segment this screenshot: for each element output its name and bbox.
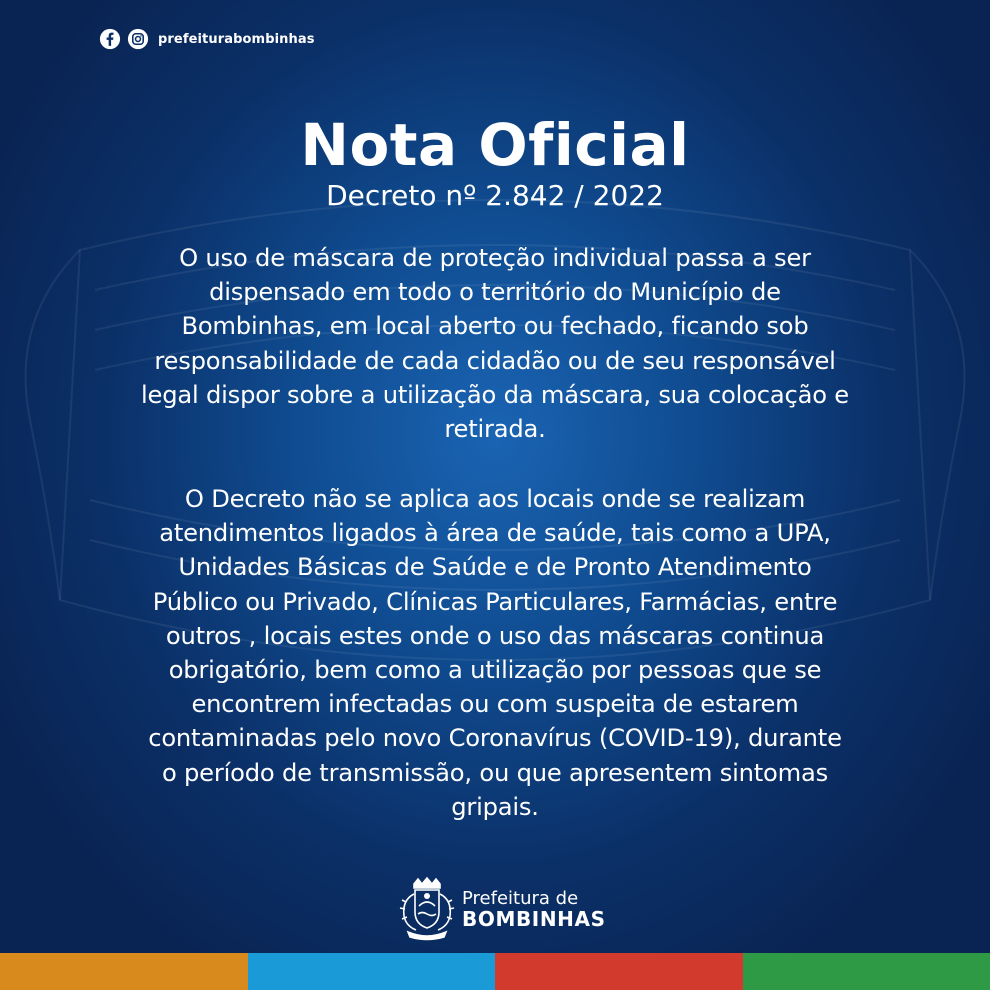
logo-text-prefeitura: Prefeitura de (462, 888, 579, 909)
text-line: gripais. (451, 792, 539, 821)
text-line: responsabilidade de cada cidadão ou de seu responsável (154, 346, 836, 375)
text-line: Público ou Privado, Clínicas Particulares, Farmácias, entre (152, 587, 838, 616)
stripe-orange (0, 953, 248, 990)
stripe-green (743, 953, 990, 990)
text-line: O Decreto não se aplica aos locais onde se realizam (184, 485, 806, 513)
prefeitura-logo (396, 876, 606, 942)
text-line: atendimentos ligados à área de saúde, tais como a UPA, (159, 519, 831, 548)
instagram-icon (127, 28, 149, 50)
text-line: outros , locais estes onde o uso das máscaras continua (165, 621, 825, 650)
social-media-handle (99, 27, 315, 51)
logo-text-bombinhas: BOMBINHAS (462, 907, 606, 931)
text-line: retirada. (444, 415, 546, 444)
decree-number: Decreto nº 2.842 / 2022 (326, 179, 664, 212)
color-stripe-footer (0, 953, 990, 990)
coat-of-arms-icon (396, 876, 458, 942)
stripe-red (495, 953, 743, 990)
stripe-blue (248, 953, 496, 990)
paragraph-exceptions (60, 482, 930, 824)
text-line: dispensado em todo o território do Município de (209, 278, 781, 307)
text-line: Unidades Básicas de Saúde e de Pronto Atendimento (178, 553, 812, 582)
social-handle-text: prefeiturabombinhas (158, 31, 315, 47)
text-line: contaminadas pelo novo Coronavírus (COVID-19), durante (148, 724, 842, 753)
text-line: o período de transmissão, ou que apresentem sintomas (161, 758, 829, 787)
paragraph-mask-dispensed (60, 241, 930, 446)
text-line: encontrem infectadas ou com suspeita de estarem (191, 690, 799, 719)
text-line: obrigatório, bem como a utilização por pessoas que se (168, 656, 822, 685)
page-title: Nota Oficial (300, 111, 690, 179)
text-line: legal dispor sobre a utilização da máscara, sua colocação e (141, 380, 849, 409)
text-line: Bombinhas, em local aberto ou fechado, ficando sob (181, 312, 809, 341)
text-line: O uso de máscara de proteção individual passa a ser (179, 244, 811, 272)
facebook-icon (99, 28, 121, 50)
